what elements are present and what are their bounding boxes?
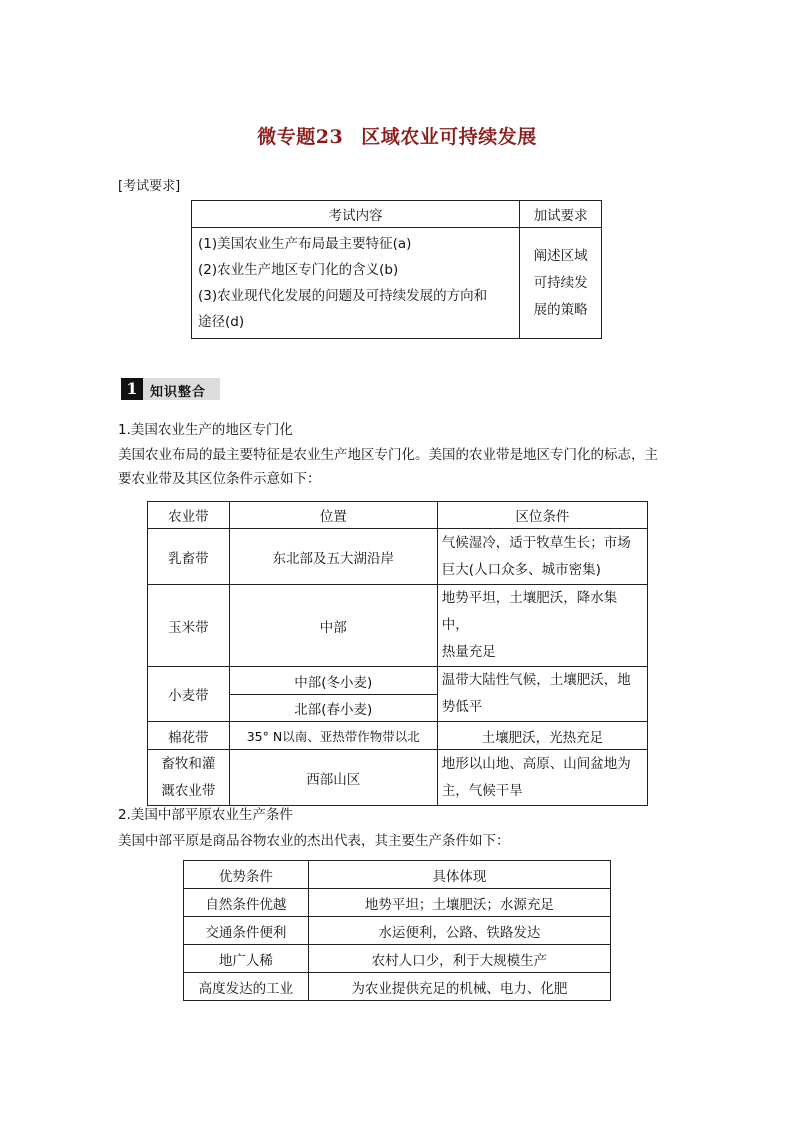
table-row [148,722,648,750]
exam-item-1: (1)美国农业生产布局最主要特征(a) [198,236,412,252]
table-row [148,667,648,695]
table-row [148,750,648,806]
extra-requirement-cell [520,228,602,339]
conditions-ranch [437,750,647,806]
belt-cotton: 棉花带 [148,722,230,750]
belt-dairy: 乳畜带 [148,529,230,585]
header-advantage: 优势条件 [184,861,309,889]
exam-item-3-cont: 途径(d) [198,314,245,330]
conditions-dairy [437,529,647,585]
header-detail: 具体体现 [308,861,610,889]
header-extra-requirement: 加试要求 [520,201,602,228]
location-ranch: 西部山区 [229,750,437,806]
header-conditions: 区位条件 [437,502,647,529]
cond-line: 主，气候干旱 [441,782,523,799]
req-line-3: 展的策略 [533,301,588,318]
conditions-cotton: 土壤肥沃，光热充足 [437,722,647,750]
cond-line: 地势平坦，土壤肥沃，降水集中， [441,590,618,633]
belt-ranch [148,750,230,806]
cond-line: 势低平 [441,699,483,715]
table-row [184,945,611,973]
detail-cell: 水运便利，公路、铁路发达 [308,917,610,945]
part2-heading: 2.美国中部平原农业生产条件 [118,807,293,823]
req-line-1: 阐述区域 [533,247,588,264]
conditions-wheat [437,667,647,722]
exam-item-3: (3)农业现代化发展的问题及可持续发展的方向和 [198,288,488,304]
exam-requirements-table [191,200,602,339]
cond-line: 气候湿冷，适于牧草生长；市场 [441,534,631,551]
page-title [0,122,794,149]
advantage-cell: 自然条件优越 [184,889,309,917]
exam-content-cell [192,228,520,339]
location-wheat-spring: 北部(春小麦) [229,695,437,722]
belt-corn: 玉米带 [148,585,230,667]
header-exam-content: 考试内容 [192,201,520,228]
advantage-cell: 高度发达的工业 [184,973,309,1001]
title-main: 微专题23 [257,126,344,148]
header-location: 位置 [229,502,437,529]
req-line-2: 可持续发 [533,274,588,291]
location-wheat-winter: 中部(冬小麦) [229,667,437,695]
table-row [184,973,611,1001]
part1-heading: 1.美国农业生产的地区专门化 [118,422,293,438]
table-row [148,529,648,585]
conditions-corn [437,585,647,667]
location-corn: 中部 [229,585,437,667]
advantage-cell: 交通条件便利 [184,917,309,945]
part1-text-line1: 美国农业布局的最主要特征是农业生产地区专门化。美国的农业带是地区专门化的标志，主 [118,447,658,463]
title-sub: 区域农业可持续发展 [361,126,537,148]
exam-requirements-label: [考试要求] [118,179,181,194]
advantage-cell: 地广人稀 [184,945,309,973]
table-row [148,585,648,667]
detail-cell: 农村人口少，利于大规模生产 [308,945,610,973]
detail-cell: 地势平坦；土壤肥沃；水源充足 [308,889,610,917]
cond-line: 巨大(人口众多、城市密集) [441,561,601,578]
table-row [184,889,611,917]
cond-line: 地形以山地、高原、山间盆地为 [441,755,631,772]
section-number: 1 [121,378,143,400]
table-row [184,917,611,945]
header-belt: 农业带 [148,502,230,529]
conditions-table [183,860,611,1001]
belt-name-line: 溉农业带 [161,782,216,799]
part1-text-line2: 要农业带及其区位条件示意如下： [118,471,321,487]
belt-wheat: 小麦带 [148,667,230,722]
agricultural-belt-table [147,501,648,806]
part2-text: 美国中部平原是商品谷物农业的杰出代表，其主要生产条件如下： [118,833,510,849]
location-cotton: 35° N以南、亚热带作物带以北 [229,722,437,750]
location-dairy: 东北部及五大湖沿岸 [229,529,437,585]
detail-cell: 为农业提供充足的机械、电力、化肥 [308,973,610,1001]
belt-name-line: 畜牧和灌 [161,755,216,772]
cond-line: 温带大陆性气候，土壤肥沃，地 [441,672,631,688]
cond-line: 热量充足 [441,644,496,660]
exam-item-2: (2)农业生产地区专门化的含义(b) [198,262,399,278]
section-label: 知识整合 [150,385,207,400]
